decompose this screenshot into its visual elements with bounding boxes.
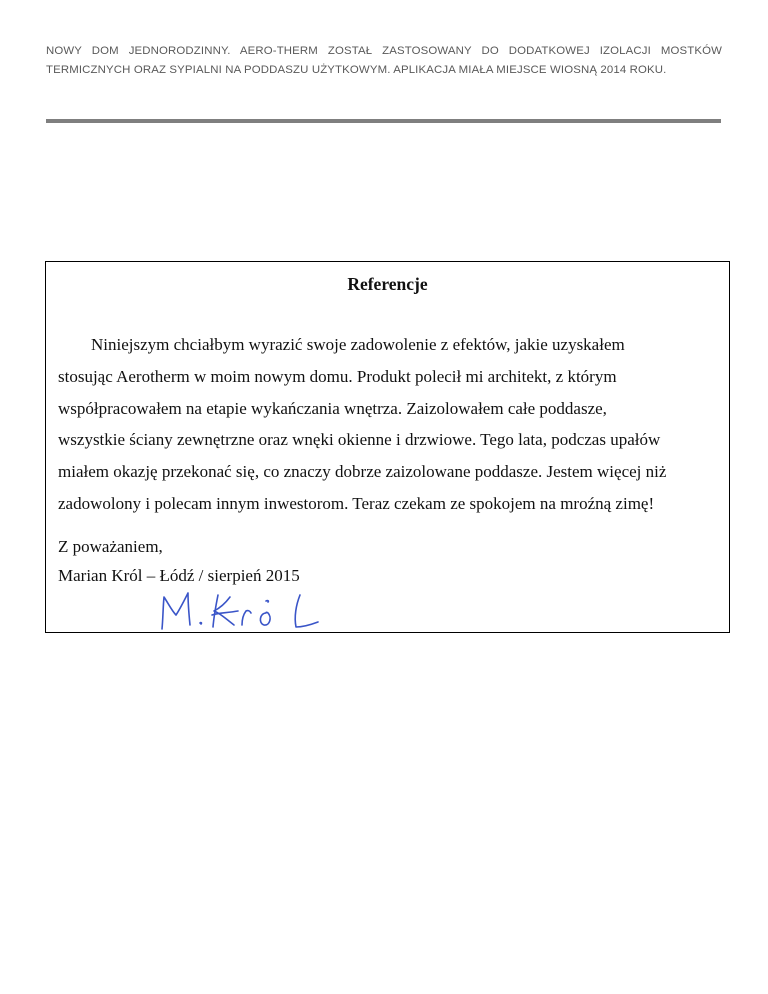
handwritten-signature	[154, 589, 344, 631]
closing-salutation: Z poważaniem,	[58, 537, 163, 556]
letter-line: Niniejszym chciałbym wyrazić swoje zadowolenie z efektów, jakie uzyskałem	[91, 335, 625, 354]
author-line: Marian Król – Łódź / sierpień 2015	[58, 566, 300, 585]
letter-line: zadowolony i polecam innym inwestorom. Teraz czekam ze spokojem na mroźną zimę!	[58, 493, 655, 513]
section-divider	[46, 119, 721, 123]
reference-letter-scan	[45, 261, 730, 633]
letter-body	[58, 329, 726, 520]
letter-closing	[58, 532, 300, 590]
letter-line: wszystkie ściany zewnętrzne oraz wnęki okienne i drzwiowe. Tego lata, podczas upałów	[58, 430, 661, 450]
letter-title: Referencje	[347, 274, 428, 294]
letter-line: stosując Aerotherm w moim nowym domu. Produkt polecił mi architekt, z którym	[58, 366, 617, 386]
letter-line: współpracowałem na etapie wykańczania wnętrza. Zaizolowałem całe poddasze,	[58, 398, 607, 418]
intro-caption: NOWY DOM JEDNORODZINNY. AERO-THERM ZOSTAŁ ZASTOSOWANY DO DODATKOWEJ IZOLACJI MOSTKÓW TERMICZNYCH ORAZ SYPIALNI NA PODDASZU UŻYTKOWYM. APLIKACJA MIAŁA MIEJSCE WIOSNĄ 2014 ROKU.	[46, 45, 722, 76]
letter-line: miałem okazję przekonać się, co znaczy dobrze zaizolowane poddasze. Jestem więcej niż	[58, 462, 667, 482]
